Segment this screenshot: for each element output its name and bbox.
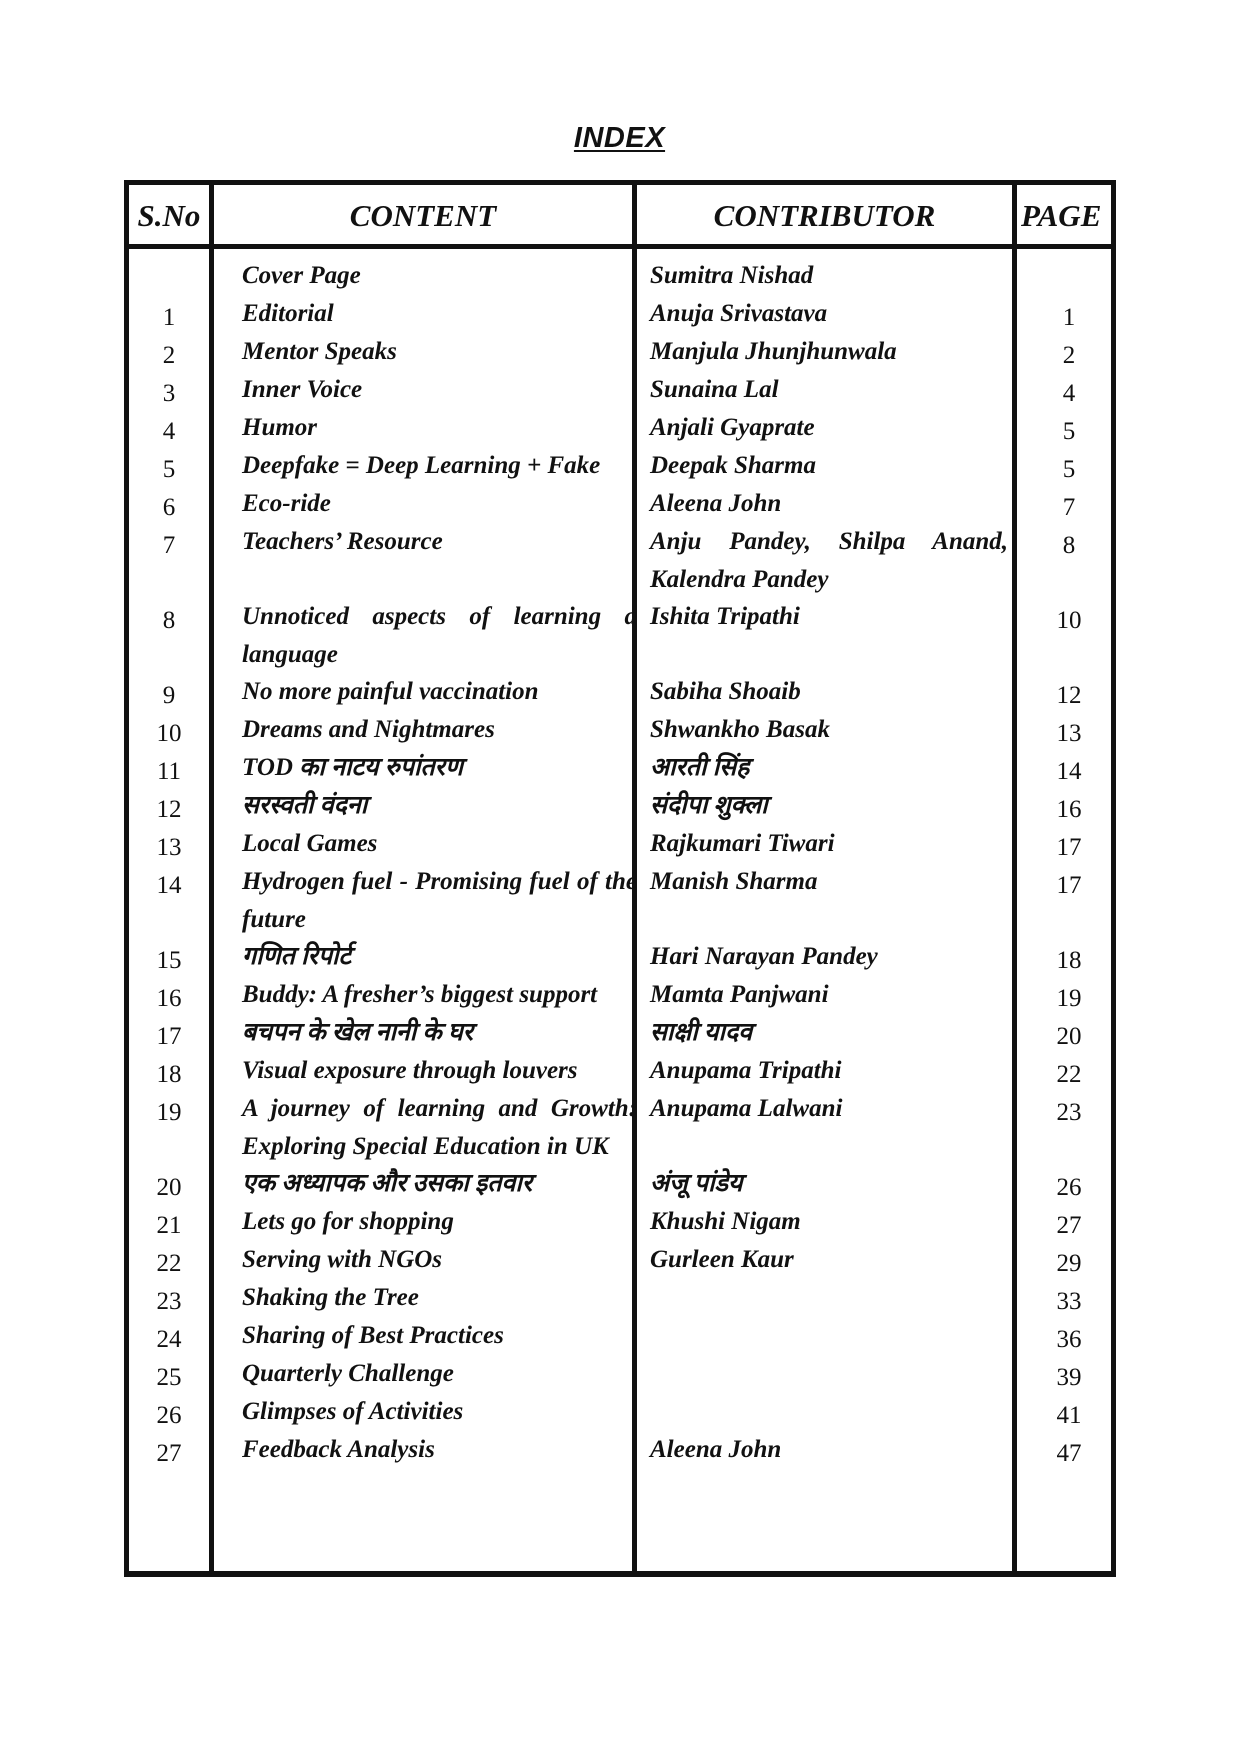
row-page: 23 bbox=[1056, 1099, 1082, 1126]
row-page: 27 bbox=[1056, 1212, 1082, 1239]
row-page: 20 bbox=[1056, 1023, 1082, 1050]
row-page: 5 bbox=[1062, 456, 1076, 483]
row-contributor: Anjali Gyaprate bbox=[650, 414, 815, 441]
index-table bbox=[124, 180, 1116, 1577]
table-row bbox=[129, 976, 1111, 1014]
row-content: Sharing of Best Practices bbox=[242, 1322, 504, 1349]
header-sno: S.No bbox=[137, 198, 201, 233]
row-page: 36 bbox=[1056, 1326, 1082, 1353]
row-sno: 13 bbox=[156, 834, 182, 861]
row-sno: 1 bbox=[162, 304, 176, 331]
row-contributor: Mamta Panjwani bbox=[650, 981, 829, 1008]
row-content: Dreams and Nightmares bbox=[242, 716, 495, 743]
row-sno: 6 bbox=[162, 494, 176, 521]
table-row bbox=[129, 333, 1111, 371]
table-row bbox=[129, 1355, 1111, 1393]
row-contributor: Khushi Nigam bbox=[650, 1208, 801, 1235]
table-row bbox=[129, 598, 1111, 673]
row-sno: 24 bbox=[156, 1326, 182, 1353]
row-contributor: Anupama Tripathi bbox=[650, 1057, 842, 1084]
row-contributor: Anupama Lalwani bbox=[650, 1095, 843, 1122]
row-content: A journey of learning and Growth: Exploring Special Education in UK bbox=[242, 1095, 637, 1160]
row-page: 1 bbox=[1062, 304, 1076, 331]
row-sno: 16 bbox=[156, 985, 182, 1012]
row-page: 17 bbox=[1056, 834, 1082, 861]
row-page: 12 bbox=[1056, 682, 1082, 709]
row-content: एक अध्यापक और उसका इतवार bbox=[242, 1170, 533, 1197]
row-sno: 4 bbox=[162, 418, 176, 445]
row-content: Lets go for shopping bbox=[242, 1208, 454, 1235]
row-content: Deepfake = Deep Learning + Fake bbox=[242, 452, 601, 479]
header-divider bbox=[129, 244, 1111, 249]
row-content: Buddy: A fresher’s biggest support bbox=[242, 981, 598, 1008]
page-title: INDEX bbox=[573, 122, 666, 154]
table-row bbox=[129, 1317, 1111, 1355]
row-sno: 26 bbox=[156, 1402, 182, 1429]
row-page: 18 bbox=[1056, 947, 1082, 974]
row-content: Inner Voice bbox=[242, 376, 363, 403]
row-content: Teachers’ Resource bbox=[242, 528, 443, 555]
header-page: PAGE bbox=[1021, 198, 1102, 233]
row-contributor: Aleena John bbox=[650, 1436, 782, 1463]
row-content: सरस्वती वंदना bbox=[242, 792, 368, 819]
row-page: 8 bbox=[1062, 532, 1076, 559]
row-sno: 25 bbox=[156, 1364, 182, 1391]
table-row bbox=[129, 1241, 1111, 1279]
row-content: Local Games bbox=[242, 830, 378, 857]
row-page: 10 bbox=[1056, 607, 1082, 634]
row-contributor: संदीपा शुक्ला bbox=[650, 792, 768, 819]
row-content: Cover Page bbox=[242, 262, 361, 289]
header-contributor: CONTRIBUTOR bbox=[713, 198, 936, 233]
row-content: TOD का नाटय रुपांतरण bbox=[242, 754, 463, 781]
table-row bbox=[129, 787, 1111, 825]
row-page: 7 bbox=[1062, 494, 1076, 521]
row-contributor: Sumitra Nishad bbox=[650, 262, 814, 289]
row-sno: 8 bbox=[162, 607, 176, 634]
row-page: 29 bbox=[1056, 1250, 1082, 1277]
row-sno: 18 bbox=[156, 1061, 182, 1088]
row-page: 13 bbox=[1056, 720, 1082, 747]
row-content: Mentor Speaks bbox=[242, 338, 397, 365]
row-contributor: Anju Pandey, Shilpa Anand, Kalendra Pandey bbox=[650, 528, 1008, 593]
row-contributor: Sunaina Lal bbox=[650, 376, 779, 403]
row-page: 4 bbox=[1062, 380, 1076, 407]
row-contributor: Manish Sharma bbox=[650, 868, 818, 895]
row-page bbox=[1026, 257, 1112, 261]
row-content: Hydrogen fuel - Promising fuel of the future bbox=[242, 868, 637, 933]
row-sno: 20 bbox=[156, 1174, 182, 1201]
row-content: Visual exposure through louvers bbox=[242, 1057, 578, 1084]
table-row bbox=[129, 825, 1111, 863]
row-page: 47 bbox=[1056, 1440, 1082, 1467]
table-row bbox=[129, 295, 1111, 333]
row-sno: 21 bbox=[156, 1212, 182, 1239]
row-sno: 14 bbox=[156, 872, 182, 899]
row-sno: 23 bbox=[156, 1288, 182, 1315]
row-sno: 3 bbox=[162, 380, 176, 407]
row-contributor: Deepak Sharma bbox=[650, 452, 816, 479]
row-contributor: Hari Narayan Pandey bbox=[650, 943, 878, 970]
header-content: CONTENT bbox=[349, 198, 497, 233]
row-page: 16 bbox=[1056, 796, 1082, 823]
row-contributor: साक्षी यादव bbox=[650, 1019, 753, 1046]
row-content: Humor bbox=[242, 414, 318, 441]
row-page: 39 bbox=[1056, 1364, 1082, 1391]
row-sno: 17 bbox=[156, 1023, 182, 1050]
row-sno: 2 bbox=[162, 342, 176, 369]
table-row bbox=[129, 1052, 1111, 1090]
row-content: Unnoticed aspects of learning a language bbox=[242, 603, 637, 668]
table-row bbox=[129, 863, 1111, 938]
row-page: 26 bbox=[1056, 1174, 1082, 1201]
row-page: 14 bbox=[1056, 758, 1082, 785]
row-contributor: Rajkumari Tiwari bbox=[650, 830, 835, 857]
row-contributor: Gurleen Kaur bbox=[650, 1246, 794, 1273]
table-row bbox=[129, 1279, 1111, 1317]
row-sno: 12 bbox=[156, 796, 182, 823]
row-content: Editorial bbox=[242, 300, 334, 327]
row-sno bbox=[129, 257, 209, 295]
table-row bbox=[129, 711, 1111, 749]
table-row bbox=[129, 371, 1111, 409]
table-row bbox=[129, 1165, 1111, 1203]
row-content: Serving with NGOs bbox=[242, 1246, 443, 1273]
table-row bbox=[129, 257, 1111, 295]
row-page: 2 bbox=[1062, 342, 1076, 369]
row-content: No more painful vaccination bbox=[242, 678, 539, 705]
row-content: Eco-ride bbox=[242, 490, 331, 517]
row-sno: 11 bbox=[156, 758, 182, 785]
table-row bbox=[129, 1431, 1111, 1469]
table-row bbox=[129, 485, 1111, 523]
row-sno: 10 bbox=[156, 720, 182, 747]
table-row bbox=[129, 1393, 1111, 1431]
row-content: Shaking the Tree bbox=[242, 1284, 419, 1311]
table-row bbox=[129, 673, 1111, 711]
row-page: 41 bbox=[1056, 1402, 1082, 1429]
row-contributor: Manjula Jhunjhunwala bbox=[650, 338, 897, 365]
row-contributor: Anuja Srivastava bbox=[650, 300, 828, 327]
row-sno: 19 bbox=[156, 1099, 182, 1126]
row-content: Feedback Analysis bbox=[242, 1436, 435, 1463]
row-page: 33 bbox=[1056, 1288, 1082, 1315]
table-row bbox=[129, 749, 1111, 787]
row-contributor: Shwankho Basak bbox=[650, 716, 830, 743]
table-row bbox=[129, 447, 1111, 485]
row-content: गणित रिपोर्ट bbox=[242, 943, 352, 970]
row-page: 17 bbox=[1056, 872, 1082, 899]
table-row bbox=[129, 1090, 1111, 1165]
row-content: Quarterly Challenge bbox=[242, 1360, 454, 1387]
row-contributor: आरती सिंह bbox=[650, 754, 750, 781]
table-row bbox=[129, 409, 1111, 447]
row-contributor: अंजू पांडेय bbox=[650, 1170, 743, 1197]
row-contributor: Ishita Tripathi bbox=[650, 603, 800, 630]
row-sno: 22 bbox=[156, 1250, 182, 1277]
row-contributor: Sabiha Shoaib bbox=[650, 678, 801, 705]
row-sno: 27 bbox=[156, 1440, 182, 1467]
table-row bbox=[129, 1014, 1111, 1052]
row-content: Glimpses of Activities bbox=[242, 1398, 464, 1425]
table-row bbox=[129, 1203, 1111, 1241]
table-row bbox=[129, 938, 1111, 976]
row-sno: 9 bbox=[162, 682, 176, 709]
row-sno: 5 bbox=[162, 456, 176, 483]
row-content: बचपन के खेल नानी के घर bbox=[242, 1019, 473, 1046]
row-sno: 7 bbox=[162, 532, 176, 559]
row-page: 22 bbox=[1056, 1061, 1082, 1088]
row-contributor: Aleena John bbox=[650, 490, 782, 517]
row-page: 5 bbox=[1062, 418, 1076, 445]
row-page: 19 bbox=[1056, 985, 1082, 1012]
table-body bbox=[129, 257, 1111, 1469]
table-row bbox=[129, 523, 1111, 598]
row-sno: 15 bbox=[156, 947, 182, 974]
